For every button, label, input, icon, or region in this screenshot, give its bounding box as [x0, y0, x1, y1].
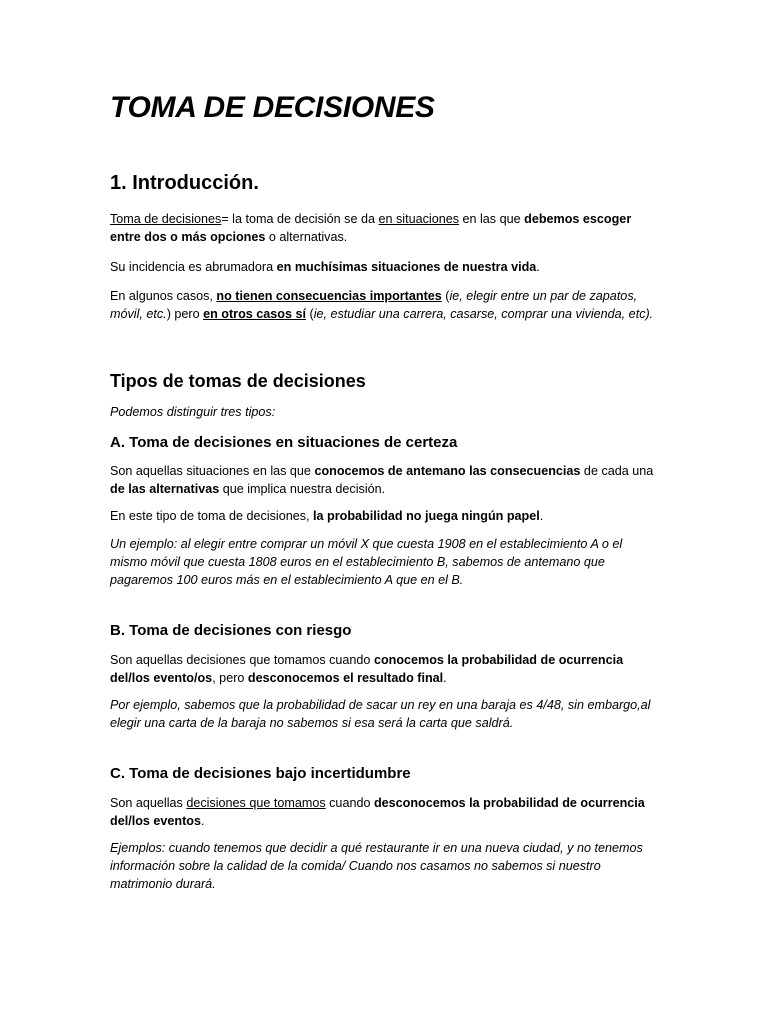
text-segment: En este tipo de toma de decisiones, — [110, 509, 314, 523]
italic-example-text: ie, estudiar una carrera, casarse, comprar una vivienda, etc). — [313, 307, 654, 321]
text-segment: . — [539, 509, 544, 523]
text-segment: , pero — [212, 671, 248, 685]
intro-incidence-paragraph — [110, 258, 658, 276]
text-segment: ) pero — [166, 307, 204, 321]
emphasis-underlined-text: no tienen consecuencias importantes — [216, 289, 442, 303]
text-segment: o alternativas. — [265, 230, 348, 244]
term-decisiones-que-tomamos: decisiones que tomamos — [186, 796, 326, 810]
term-en-situaciones: en situaciones — [378, 212, 459, 226]
tipos-intro: Podemos distinguir tres tipos: — [110, 405, 276, 419]
section-c-heading: C. Toma de decisiones bajo incertidumbre — [110, 765, 411, 782]
intro-heading: 1. Introducción. — [110, 172, 259, 194]
emphasis-text: desconocemos la probabilidad de ocurrencia del/los eventos — [110, 796, 645, 828]
term-toma-de-decisiones: Toma de decisiones — [110, 212, 222, 226]
text-segment: Su incidencia es abrumadora — [110, 260, 277, 274]
text-segment: . — [443, 671, 447, 685]
text-segment: ( — [441, 289, 450, 303]
section-b-example: Por ejemplo, sabemos que la probabilidad de sacar un rey en una baraja es 4/48, sin embargo,al elegir una carta de la baraja no sabemos si esa será la carta que saldrá. — [110, 698, 651, 730]
section-b-paragraph — [110, 651, 658, 687]
text-segment: Son aquellas situaciones en las que — [110, 464, 315, 478]
intro-cases-paragraph — [110, 287, 658, 323]
text-segment: Son aquellas decisiones que tomamos cuando — [110, 653, 374, 667]
document-title: TOMA DE DECISIONES — [110, 91, 435, 124]
text-segment: . — [536, 260, 540, 274]
text-segment: que implica nuestra decisión. — [219, 482, 386, 496]
document-body — [110, 88, 658, 893]
emphasis-underlined-text: en otros casos sí — [203, 307, 306, 321]
text-segment: en las que — [459, 212, 525, 226]
section-a-probability-paragraph — [110, 507, 658, 525]
intro-definition-paragraph — [110, 210, 658, 246]
text-segment: de cada una — [580, 464, 654, 478]
section-a-example: Un ejemplo: al elegir entre comprar un móvil X que cuesta 1908 en el establecimiento A o el mismo móvil que cuesta 1808 euros en el establecimiento B, sabemos de antemano que pagaremos 100 euros más en el establecimiento A que en el B. — [110, 537, 623, 587]
section-a-heading: A. Toma de decisiones en situaciones de certeza — [110, 434, 458, 451]
tipos-heading: Tipos de tomas de decisiones — [110, 371, 366, 391]
text-segment: Son aquellas — [110, 796, 187, 810]
emphasis-text: de las alternativas — [110, 482, 220, 496]
text-segment: = la toma de decisión se da — [221, 212, 379, 226]
text-segment: En algunos casos, — [110, 289, 217, 303]
text-segment: . — [201, 814, 205, 828]
emphasis-text: conocemos la probabilidad de ocurrencia del/los evento/os — [110, 653, 624, 685]
emphasis-text: desconocemos el resultado final — [247, 671, 444, 685]
emphasis-text: la probabilidad no juega ningún papel — [313, 509, 540, 523]
section-b-heading: B. Toma de decisiones con riesgo — [110, 622, 352, 639]
section-c-example: Ejemplos: cuando tenemos que decidir a qué restaurante ir en una nueva ciudad, y no tenemos información sobre la calidad de la comida/ Cuando nos casamos no sabemos si nuestro matrimonio durará. — [110, 841, 643, 891]
emphasis-text: en muchísimas situaciones de nuestra vida — [276, 260, 537, 274]
section-c-paragraph — [110, 794, 658, 830]
emphasis-text: debemos escoger entre dos o más opciones — [110, 212, 632, 244]
italic-example-text: ie, elegir entre un par de zapatos, móvil, etc. — [110, 289, 638, 321]
emphasis-text: conocemos de antemano las consecuencias — [314, 464, 581, 478]
text-segment: ( — [305, 307, 314, 321]
text-segment: cuando — [325, 796, 374, 810]
section-a-paragraph — [110, 462, 658, 498]
